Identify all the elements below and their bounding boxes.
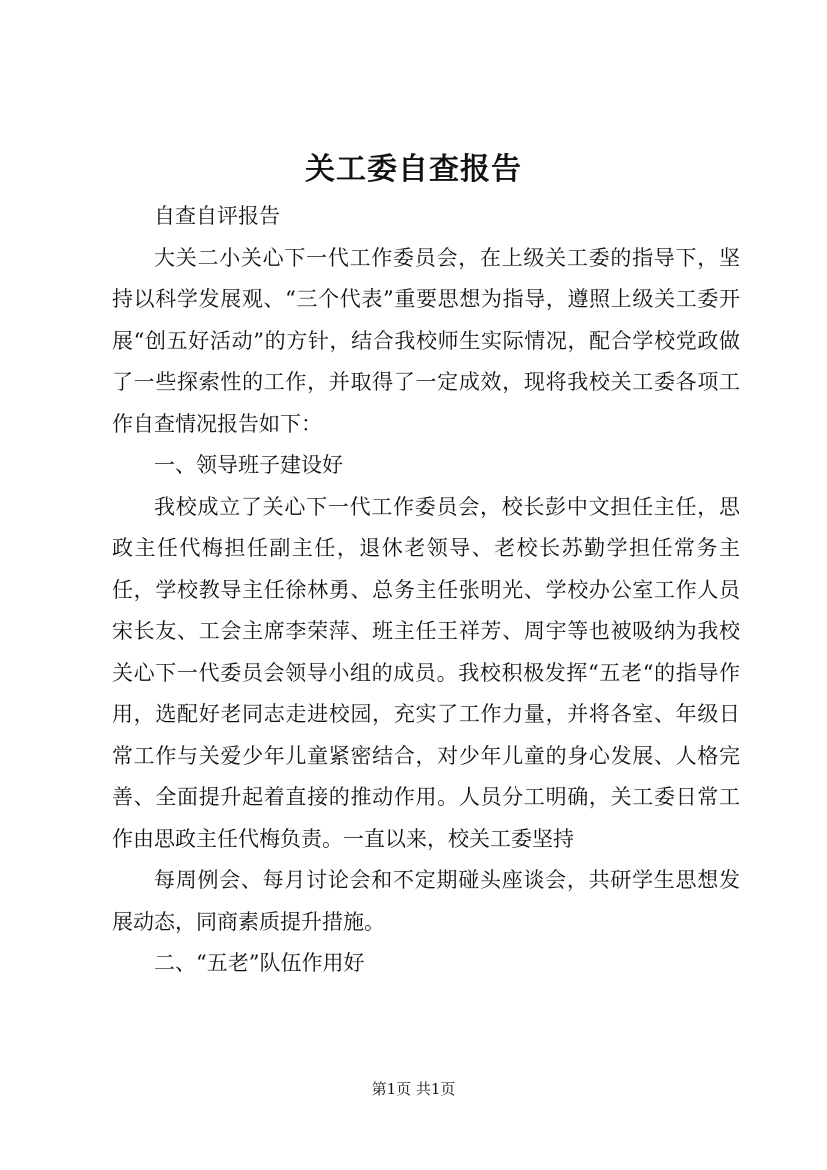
page-footer: 第1页 共1页 <box>371 1080 456 1098</box>
paragraph-leadership: 我校成立了关心下一代工作委员会，校长彭中文担任主任，思政主任代梅担任副主任，退休老领导、老校长苏勤学担任常务主任，学校教导主任徐林勇、总务主任张明光、学校办公室工作人员宋长友、工会主席李荣萍、班主任王祥芳、周宇等也被吸纳为我校关心下一代委员会领导小组的成员。我校积极发挥“五老“的指导作用，选配好老同志走进校园，充实了工作力量，并将各室、年级日常工作与关爱少年儿童紧密结合，对少年儿童的身心发展、人格完善、全面提升起着直接的推动作用。人员分工明确，关工委日常工作由思政主任代梅负责。一直以来，校关工委坚持 <box>112 494 740 851</box>
paragraph-subtitle: 自查自评报告 <box>154 204 280 228</box>
paragraph-meetings: 每周例会、每月讨论会和不定期碰头座谈会，共研学生思想发展动态，同商素质提升措施。 <box>112 868 740 934</box>
paragraph-intro: 大关二小关心下一代工作委员会，在上级关工委的指导下，坚持以科学发展观、“三个代表”重要思想为指导，遵照上级关工委开展“创五好活动”的方针，结合我校师生实际情况，配合学校党政做了一些探索性的工作，并取得了一定成效，现将我校关工委各项工作自查情况报告如下： <box>112 245 740 436</box>
section-heading-1: 一、领导班子建设好 <box>154 453 343 477</box>
document-title: 关工委自查报告 <box>305 152 522 187</box>
section-heading-2: 二、“五老”队伍作用好 <box>154 951 365 975</box>
document-body <box>112 196 740 985</box>
